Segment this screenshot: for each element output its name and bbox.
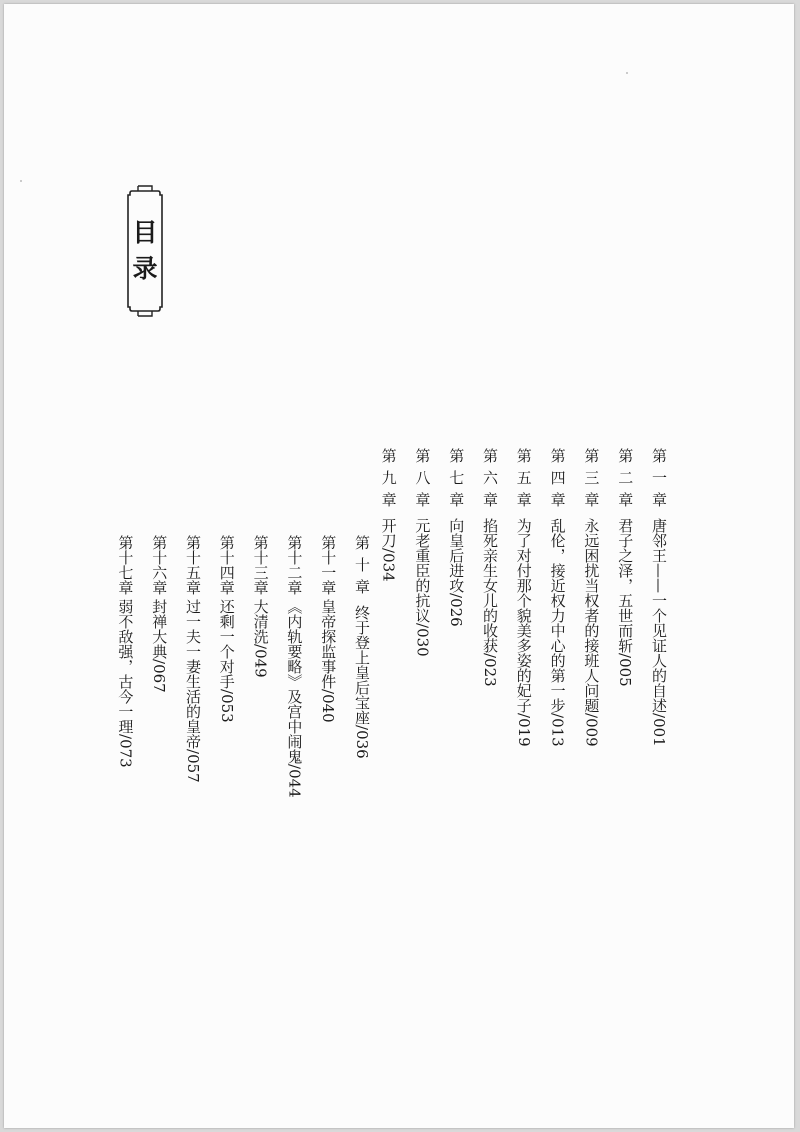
toc-page-separator: / xyxy=(514,713,533,719)
toc-page-separator: / xyxy=(285,764,304,770)
toc-chapter-title: 弱不敌强，古今一理 xyxy=(116,599,135,734)
toc-chapter-title: 开刀 xyxy=(379,518,398,548)
toc-page-number: 067 xyxy=(150,664,169,693)
toc-chapter-title: 君子之泽，五世而斩 xyxy=(616,518,635,653)
toc-chapter-number: 第十四章 xyxy=(217,535,236,595)
paper-speck xyxy=(20,180,22,182)
toc-chapter-number: 第三章 xyxy=(582,448,601,514)
toc-chapter-number: 第二章 xyxy=(616,448,635,514)
toc-entry[interactable] xyxy=(352,535,372,759)
toc-chapter-number: 第七章 xyxy=(447,448,466,514)
toc-heading-char-1: 目 xyxy=(132,218,158,247)
toc-page-separator: / xyxy=(650,713,668,719)
toc-page-number: 044 xyxy=(285,769,304,798)
toc-page-number: 005 xyxy=(616,658,635,687)
toc-heading-char-2: 录 xyxy=(132,254,158,283)
toc-page-number: 034 xyxy=(379,553,398,582)
toc-chapter-title: 还剩一个对手 xyxy=(217,599,236,689)
toc-page-number: 040 xyxy=(319,694,338,723)
toc-chapter-number: 第十六章 xyxy=(150,535,169,595)
toc-page-separator: / xyxy=(548,713,567,719)
toc-page-separator: / xyxy=(616,653,635,659)
toc-page-number: 013 xyxy=(548,718,567,747)
toc-entry[interactable] xyxy=(284,535,304,798)
toc-entry[interactable] xyxy=(318,535,338,723)
toc-entry[interactable] xyxy=(183,535,203,783)
toc-entry[interactable] xyxy=(548,448,568,747)
toc-chapter-title: 永远困扰当权者的接班人问题 xyxy=(582,518,601,713)
toc-chapter-title: 乱伦，接近权力中心的第一步 xyxy=(548,518,567,713)
toc-page-separator: / xyxy=(319,689,338,695)
toc-page-separator: / xyxy=(150,659,169,665)
toc-entry[interactable] xyxy=(251,535,271,678)
toc-chapter-number: 第十二章 xyxy=(285,535,304,595)
toc-chapter-number: 第十七章 xyxy=(116,535,135,595)
toc-chapter-number: 第四章 xyxy=(548,448,567,514)
toc-page-number: 019 xyxy=(514,718,533,747)
toc-heading-frame xyxy=(122,185,168,317)
toc-chapter-title: 为了对付那个貌美多姿的妃子 xyxy=(514,518,533,713)
toc-chapter-title: 终于登上皇后宝座 xyxy=(353,605,371,725)
toc-page-separator: / xyxy=(251,644,270,650)
toc-page-number: 073 xyxy=(116,739,135,768)
toc-page-separator: / xyxy=(184,749,202,755)
toc-chapter-number: 第九章 xyxy=(379,448,398,514)
toc-chapter-title: 封禅大典 xyxy=(150,599,169,659)
toc-page-separator: / xyxy=(353,725,371,731)
toc-page-number: 053 xyxy=(217,694,236,723)
toc-chapter-title: 《内轨要略》及宫中闹鬼 xyxy=(285,599,304,764)
toc-chapter-number: 第五章 xyxy=(514,448,533,514)
toc-page-number: 030 xyxy=(413,628,432,657)
toc-entry[interactable] xyxy=(615,448,635,687)
toc-page-number: 009 xyxy=(582,718,601,747)
toc-page-number: 023 xyxy=(481,658,499,687)
toc-chapter-number: 第十三章 xyxy=(251,535,270,595)
toc-chapter-title: 向皇后进攻 xyxy=(447,518,466,593)
toc-chapter-number: 第八章 xyxy=(413,448,432,514)
toc-chapter-number: 第六章 xyxy=(481,448,499,514)
toc-page-separator: / xyxy=(413,623,432,629)
toc-chapter-number: 第十五章 xyxy=(184,535,202,595)
toc-chapter-title: 过一夫一妻生活的皇帝 xyxy=(184,599,202,749)
toc-page-separator: / xyxy=(481,653,499,659)
toc-chapter-title: 唐邻王——一个见证人的自述 xyxy=(650,518,668,713)
toc-entry[interactable] xyxy=(514,448,534,747)
toc-page-separator: / xyxy=(582,713,601,719)
toc-chapter-title: 掐死亲生女儿的收获 xyxy=(481,518,499,653)
toc-chapter-number: 第一章 xyxy=(650,448,668,514)
toc-page-separator: / xyxy=(217,689,236,695)
toc-entry[interactable] xyxy=(379,448,399,582)
toc-page-number: 057 xyxy=(184,754,202,783)
toc-entry[interactable] xyxy=(446,448,466,627)
toc-chapter-title: 大清洗 xyxy=(251,599,270,644)
toc-chapter-number: 第十一章 xyxy=(319,535,338,595)
toc-entry[interactable] xyxy=(115,535,135,768)
toc-entry[interactable] xyxy=(649,448,669,747)
toc-page-number: 049 xyxy=(251,649,270,678)
toc-chapter-title: 元老重臣的抗议 xyxy=(413,518,432,623)
toc-page-number: 026 xyxy=(447,598,466,627)
toc-page-separator: / xyxy=(379,548,398,554)
paper-speck xyxy=(626,72,628,74)
toc-entry[interactable] xyxy=(149,535,169,693)
toc-entry[interactable] xyxy=(581,448,601,747)
toc-page-separator: / xyxy=(447,593,466,599)
toc-page-number: 036 xyxy=(353,730,371,759)
toc-entry[interactable] xyxy=(480,448,500,687)
toc-chapter-title: 皇帝探监事件 xyxy=(319,599,338,689)
toc-entry[interactable] xyxy=(217,535,237,723)
toc-page-number: 001 xyxy=(650,718,668,747)
toc-chapter-number: 第十章 xyxy=(353,535,371,601)
toc-page-separator: / xyxy=(116,734,135,740)
toc-entry[interactable] xyxy=(412,448,432,657)
